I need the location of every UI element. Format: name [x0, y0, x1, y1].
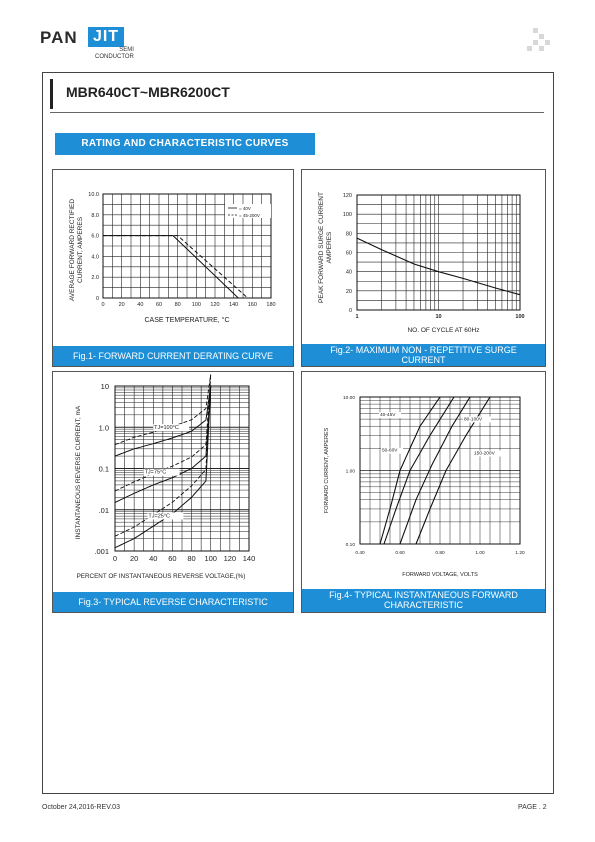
fig3-x-tick: 20: [129, 554, 139, 563]
fig2-caption: Fig.2- MAXIMUM NON - REPETITIVE SURGE CURRENT: [302, 344, 545, 366]
fig3-x-tick: 60: [168, 554, 177, 563]
fig2-y-axis-label: AMPERES: [326, 231, 333, 264]
fig1-x-tick: 120: [210, 302, 220, 308]
logo-pan-text: PAN: [40, 28, 78, 47]
part-title: MBR640CT~MBR6200CT: [66, 84, 230, 100]
fig1-chart: [53, 170, 293, 346]
fig1-y-tick: 10.0: [88, 192, 99, 198]
fig4-x-axis-label: FORWARD VOLTAGE, VOLTS: [402, 572, 478, 578]
fig1-y-tick: 2.0: [91, 275, 99, 282]
fig3-caption: Fig.3- TYPICAL REVERSE CHARACTERISTIC: [53, 592, 293, 612]
fig4-chart: [302, 372, 545, 589]
fig4-x-tick: 1.20: [515, 551, 525, 556]
fig2-chart: [302, 170, 545, 344]
title-accent-bar: [50, 79, 53, 109]
fig4-caption: Fig.4- TYPICAL INSTANTANEOUS FORWARD CHARACTERISTIC: [302, 589, 545, 612]
fig4-y-axis-label: FORWARD CURRENT, AMPERES: [324, 427, 330, 514]
fig1-legend-entry: = 40V: [239, 206, 251, 211]
fig2-y-tick: 100: [342, 212, 352, 219]
fig1-y-tick: 8.0: [91, 212, 99, 219]
fig4-curve-label: 40-45V: [380, 413, 396, 419]
fig2-x-tick: 100: [515, 314, 525, 320]
fig4-x-tick: 0.80: [435, 551, 445, 556]
fig1-x-tick: 20: [118, 302, 125, 308]
fig1-x-tick: 160: [247, 302, 257, 308]
fig3-curve-label: TJ=75°C: [144, 469, 167, 476]
fig1-y-axis-label: CURRENT, AMPERES: [77, 216, 84, 284]
fig3-panel: [52, 371, 294, 613]
fig3-curve-label: TJ=25°C: [148, 513, 171, 520]
fig2-y-tick: 20: [345, 288, 352, 295]
fig4-curve-label: 80-100V: [464, 417, 483, 423]
fig3-x-tick: 140: [242, 554, 256, 563]
fig4-y-tick: 0.10: [345, 543, 355, 548]
fig3-x-tick: 100: [204, 554, 217, 563]
fig1-y-tick: 6.0: [91, 233, 99, 240]
fig3-y-tick: .01: [98, 505, 109, 515]
fig2-y-axis-label: PEAK FORWARD SURGE CURRENT: [318, 192, 325, 303]
fig4-x-tick: 0.60: [395, 551, 405, 556]
fig3-y-tick: 0.1: [98, 464, 109, 474]
fig4-x-tick: 0.40: [355, 551, 365, 556]
fig4-y-tick: 1.00: [345, 469, 355, 475]
fig3-y-tick: 10: [100, 382, 109, 391]
fig4-curve-label: 50-60V: [382, 448, 398, 454]
footer-date: October 24,2016-REV.03: [42, 804, 120, 811]
fig2-x-axis-label: NO. OF CYCLE AT 60Hz: [407, 327, 480, 334]
fig1-x-tick: 180: [266, 302, 276, 308]
fig1-x-axis-label: CASE TEMPERATURE, °C: [144, 317, 230, 324]
fig3-x-tick: 80: [187, 554, 196, 563]
fig1-x-tick: 100: [191, 302, 201, 308]
fig1-x-tick: 140: [229, 302, 239, 308]
fig3-x-axis-label: PERCENT OF INSTANTANEOUS REVERSE VOLTAGE,(%): [76, 573, 246, 580]
fig3-y-tick: 1.0: [98, 423, 109, 433]
fig2-x-tick: 10: [435, 314, 442, 320]
logo-jit-badge: JIT: [88, 27, 124, 47]
logo-subtitle: SEMI CONDUCTOR: [95, 47, 134, 60]
fig1-y-tick: 4.0: [91, 254, 99, 261]
fig2-y-tick: 60: [345, 250, 352, 257]
fig2-y-tick: 120: [342, 193, 352, 199]
fig1-x-tick: 40: [137, 302, 144, 308]
fig3-x-tick: 120: [223, 554, 237, 563]
fig1-y-axis-label: AVERAGE FORWARD RECTIFIED: [69, 198, 76, 302]
fig1-x-tick: 80: [174, 302, 181, 308]
fig2-panel: [301, 169, 546, 367]
fig1-x-tick: 0: [101, 302, 105, 308]
fig3-curve-label: TJ=100°C: [154, 425, 179, 432]
fig3-y-axis-label: INSTANTANEOUS REVERSE CURRENT, mA: [75, 405, 82, 540]
fig1-legend-entry: = 45-200V: [239, 213, 260, 218]
fig1-panel: [52, 169, 294, 367]
fig1-y-tick: 0: [95, 296, 99, 302]
fig2-y-tick: 40: [345, 269, 352, 276]
fig2-y-tick: 80: [345, 231, 352, 238]
fig3-x-tick: 0: [112, 554, 118, 563]
fig3-y-tick: .001: [94, 547, 109, 556]
section-heading: RATING AND CHARACTERISTIC CURVES: [55, 133, 315, 155]
fig4-x-tick: 1.00: [475, 551, 485, 556]
footer-page: PAGE . 2: [518, 804, 547, 811]
fig3-chart: [53, 372, 293, 592]
fig1-caption: Fig.1- FORWARD CURRENT DERATING CURVE: [53, 346, 293, 366]
fig4-curve-label: 150-200V: [474, 451, 495, 457]
fig4-y-tick: 10.00: [342, 396, 355, 401]
fig3-x-tick: 40: [149, 554, 158, 563]
fig1-x-tick: 60: [155, 302, 163, 308]
title-divider: [50, 112, 544, 113]
fig4-panel: [301, 371, 546, 613]
fig2-x-tick: 1: [355, 314, 359, 320]
fig2-y-tick: 0: [348, 308, 352, 314]
